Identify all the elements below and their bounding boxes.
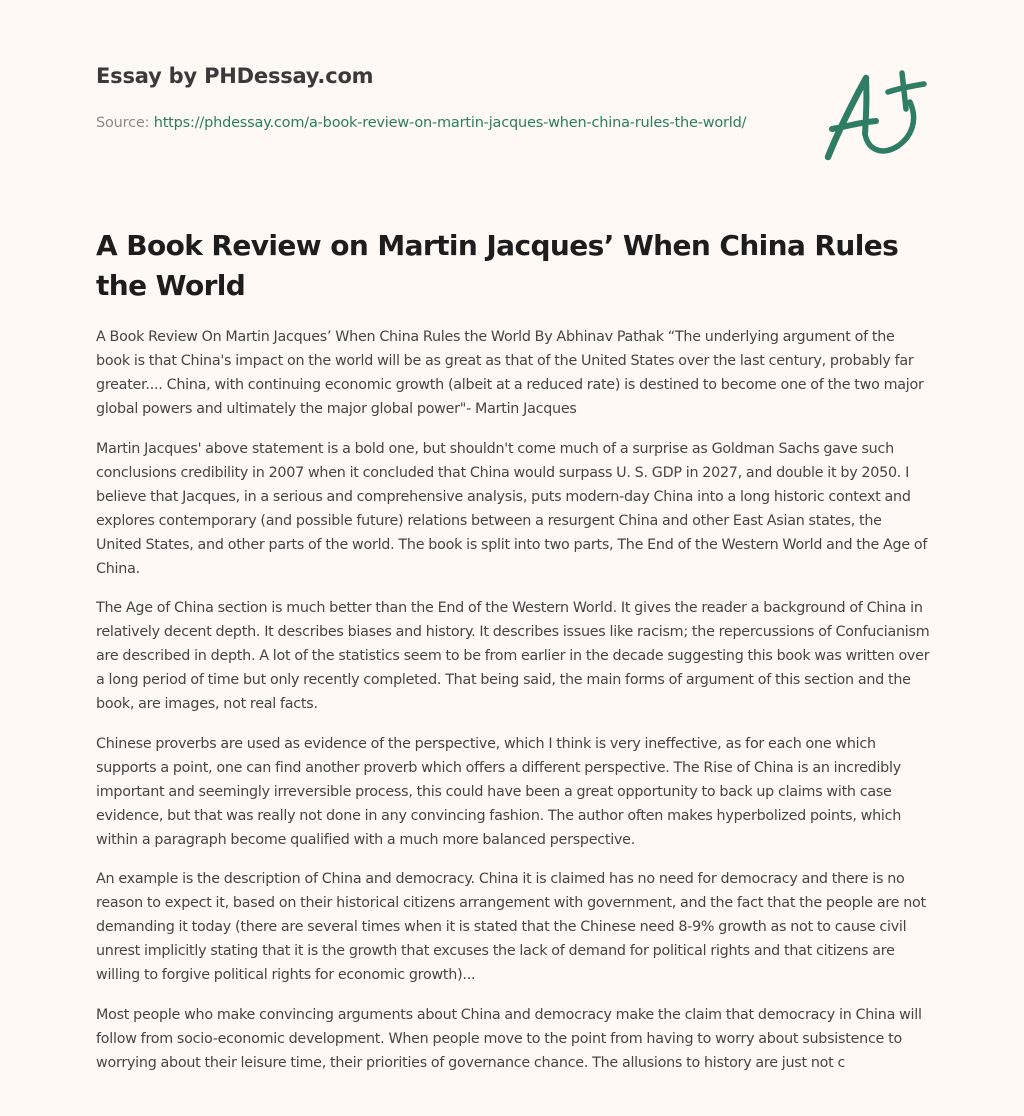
- site-name: Essay by PHDessay.com: [96, 64, 374, 88]
- source-label: Source:: [96, 115, 154, 131]
- paragraph: Martin Jacques' above statement is a bold one, but shouldn't come much of a surprise as Goldman Sachs gave such conclusions credibility in 2007 when it concluded that China would surpass U. S. GDP in 2027, and double it by 2050. I believe that Jacques, in a serious and comprehensive analysis, puts modern-day China into a long historic context and explores contemporary (and possible future) relations between a resurgent China and other East Asian states, the United States, and other parts of the world. The book is split into two parts, The End of the Western World and the Age of China.: [96, 440, 928, 577]
- article-body: [96, 325, 931, 1090]
- source-link[interactable]: https://phdessay.com/a-book-review-on-martin-jacques-when-china-rules-the-world/: [153, 115, 747, 131]
- paragraph: The Age of China section is much better than the End of the Western World. It gives the reader a background of China in relatively decent depth. It describes biases and history. It describes issues like racism; the repercussions of Confucianism are described in depth. A lot of the statistics seem to be from earlier in the decade suggesting this book was written over a long period of time but only recently completed. That being said, the main forms of argument of this section and the book, are images, not real facts.: [96, 600, 930, 712]
- source-line: [96, 111, 756, 135]
- paragraph: An example is the description of China and democracy. China it is claimed has no need for democracy and there is no reason to expect it, based on their historical citizens arrangement with government, and the fact that the people are not demanding it today (there are several times when it is stated that the Chinese need 8-9% growth as not to cause civil unrest implicitly stating that it is the growth that excuses the lack of demand for political rights and that citizens are willing to forgive political rights for economic growth)...: [96, 871, 926, 983]
- paragraph: Most people who make convincing arguments about China and democracy make the claim that democracy in China will follow from socio-economic development. When people move to the point from having to worry about subsistence to worrying about their leisure time, their priorities of governance chance. The allusions to history are just not c: [96, 1006, 922, 1071]
- essay-page: [96, 0, 931, 1071]
- article-title: A Book Review on Martin Jacques’ When China Rules the World: [96, 229, 899, 302]
- a-plus-logo-icon: [820, 64, 930, 164]
- paragraph: Chinese proverbs are used as evidence of the perspective, which I think is very ineffective, as for each one which supports a point, one can find another proverb which offers a different perspective. The Rise of China is an incredibly important and seemingly irreversible process, this could have been a great opportunity to back up claims with case evidence, but that was really not done in any convincing fashion. The author often makes hyperbolized points, which within a paragraph become qualified with a much more balanced perspective.: [96, 735, 902, 848]
- page-header: [96, 0, 931, 200]
- paragraph: A Book Review On Martin Jacques’ When China Rules the World By Abhinav Pathak “The underlying argument of the book is that China's impact on the world will be as great as that of the United States over the last century, probably far greater.... China, with continuing economic growth (albeit at a reduced rate) is destined to become one of the two major global powers and ultimately the major global power"- Martin Jacques: [96, 329, 924, 417]
